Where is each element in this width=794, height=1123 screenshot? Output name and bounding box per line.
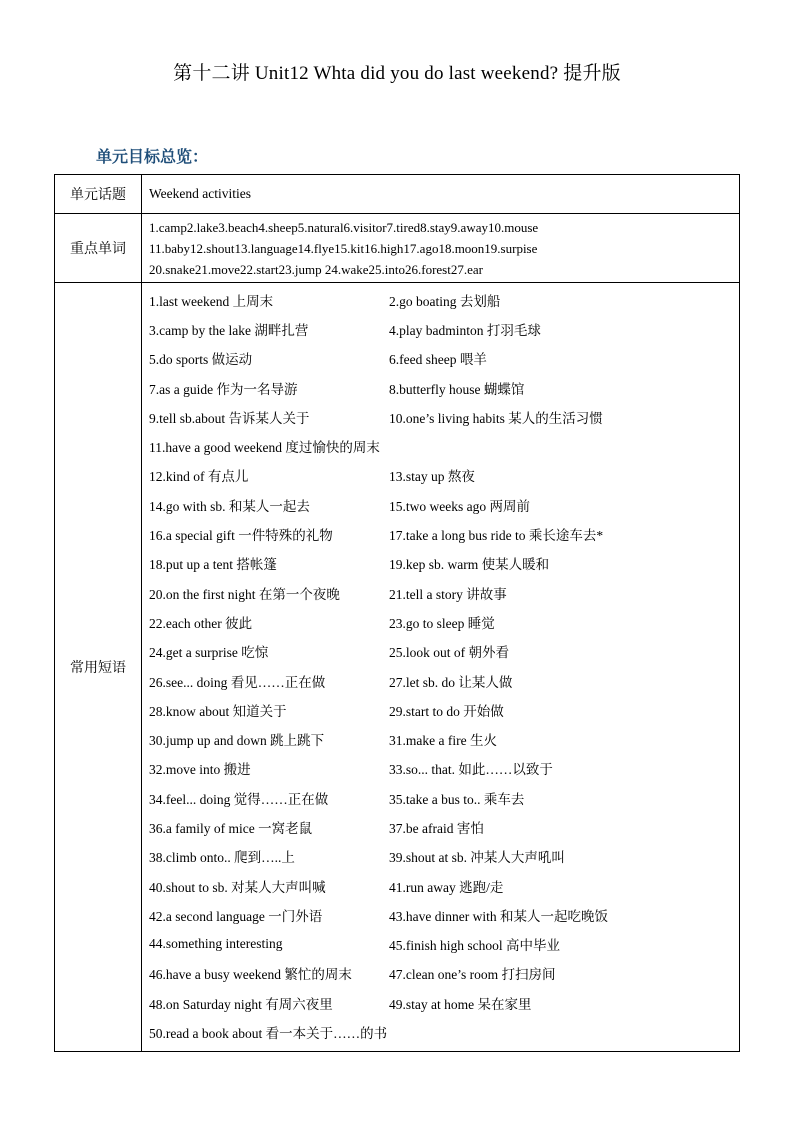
word-line: 20.snake21.move22.start23.jump 24.wake25.into26.forest27.ear	[149, 261, 483, 277]
phrase-right: 37.be afraid 害怕	[389, 820, 484, 836]
phrase-right: 10.one’s living habits 某人的生活习惯	[389, 410, 603, 426]
phrase-left: 24.get a surprise 吃惊	[149, 645, 269, 661]
phrase-row	[149, 461, 739, 490]
phrase-row	[149, 549, 739, 578]
phrase-right: 17.take a long bus ride to 乘长途车去*	[389, 528, 604, 544]
phrase-left: 28.know about 知道关于	[149, 703, 287, 719]
phrase-row	[149, 490, 739, 519]
phrase-right: 35.take a bus to.. 乘车去	[389, 791, 525, 807]
phrase-left: 22.each other 彼此	[149, 615, 253, 631]
table-row-words	[55, 214, 740, 283]
phrase-right: 33.so... that. 如此……以致于	[389, 762, 553, 778]
phrase-row	[149, 402, 739, 431]
phrase-right: 13.stay up 熬夜	[389, 469, 475, 485]
phrase-right: 15.two weeks ago 两周前	[389, 498, 530, 514]
phrase-left: 40.shout to sb. 对某人大声叫喊	[149, 879, 326, 895]
unit-overview-table	[54, 174, 740, 1052]
phrase-left: 20.on the first night 在第一个夜晚	[149, 586, 340, 602]
table-row-topic	[55, 175, 740, 214]
phrase-right: 21.tell a story 讲故事	[389, 586, 507, 602]
phrase-left: 7.as a guide 作为一名导游	[149, 381, 298, 397]
phrase-right: 19.kep sb. warm 使某人暖和	[389, 557, 550, 573]
phrase-right: 25.look out of 朝外看	[389, 645, 509, 661]
phrase-list	[149, 283, 739, 1051]
phrase-left: 3.camp by the lake 湖畔扎营	[149, 322, 309, 338]
phrase-left: 42.a second language 一门外语	[149, 908, 323, 924]
phrase-left: 9.tell sb.about 告诉某人关于	[149, 410, 310, 426]
phrase-row	[149, 812, 739, 841]
phrase-right: 47.clean one’s room 打扫房间	[389, 967, 556, 983]
phrase-left: 32.move into 搬进	[149, 762, 251, 778]
table-row-phrases	[55, 283, 740, 1052]
phrase-left: 5.do sports 做运动	[149, 352, 253, 368]
section-heading: 单元目标总览：	[96, 147, 209, 166]
phrase-right: 41.run away 逃跑/走	[389, 879, 504, 895]
row-label-topic: 单元话题	[55, 175, 142, 214]
phrase-left: 48.on Saturday night 有周六夜里	[149, 996, 333, 1012]
phrase-row	[149, 930, 739, 959]
phrase-left: 36.a family of mice 一窝老鼠	[149, 820, 313, 836]
phrase-right: 31.make a fire 生火	[389, 733, 497, 749]
phrase-row	[149, 754, 739, 783]
phrase-right: 2.go boating 去划船	[389, 293, 501, 309]
phrase-right: 39.shout at sb. 冲某人大声吼叫	[389, 850, 565, 866]
phrase-right: 27.let sb. do 让某人做	[389, 674, 513, 690]
word-line: 1.camp2.lake3.beach4.sheep5.natural6.visitor7.tired8.stay9.away10.mouse	[149, 219, 539, 235]
phrase-left: 1.last weekend 上周末	[149, 293, 274, 309]
phrase-row	[149, 578, 739, 607]
phrase-left: 50.read a book about 看一本关于……的书	[149, 1026, 388, 1042]
phrase-row	[149, 695, 739, 724]
phrase-left: 34.feel... doing 觉得……正在做	[149, 791, 329, 807]
phrase-left: 14.go with sb. 和某人一起去	[149, 498, 310, 514]
phrase-row	[149, 344, 739, 373]
key-words-cell	[142, 214, 740, 283]
topic-value: Weekend activities	[142, 175, 740, 214]
phrase-left: 26.see... doing 看见……正在做	[149, 674, 326, 690]
page-title: 第十二讲 Unit12 Whta did you do last weekend? 提升版	[173, 63, 621, 84]
phrase-row	[149, 285, 739, 314]
row-label-phrases: 常用短语	[55, 283, 142, 1052]
phrase-right: 8.butterfly house 蝴蝶馆	[389, 381, 525, 397]
phrase-row	[149, 314, 739, 343]
phrase-right: 6.feed sheep 喂羊	[389, 352, 487, 368]
phrase-row	[149, 431, 739, 460]
phrase-left: 11.have a good weekend 度过愉快的周末	[149, 440, 380, 456]
phrase-right: 23.go to sleep 睡觉	[389, 615, 495, 631]
phrase-left: 18.put up a tent 搭帐篷	[149, 557, 277, 573]
row-label-words: 重点单词	[55, 214, 142, 283]
phrase-row	[149, 783, 739, 812]
phrase-row	[149, 842, 739, 871]
phrase-right: 49.stay at home 呆在家里	[389, 996, 532, 1012]
phrase-row	[149, 637, 739, 666]
phrase-left: 46.have a busy weekend 繁忙的周末	[149, 967, 352, 983]
phrase-row	[149, 724, 739, 753]
phrase-right: 29.start to do 开始做	[389, 703, 504, 719]
phrase-row	[149, 373, 739, 402]
phrase-left: 44.something interesting	[149, 936, 283, 952]
phrase-left: 16.a special gift 一件特殊的礼物	[149, 528, 333, 544]
phrase-left: 12.kind of 有点儿	[149, 469, 249, 485]
phrase-row	[149, 871, 739, 900]
phrase-row	[149, 607, 739, 636]
word-line: 11.baby12.shout13.language14.flye15.kit16.high17.ago18.moon19.surpise	[149, 240, 538, 256]
phrase-row	[149, 666, 739, 695]
phrase-row	[149, 959, 739, 988]
phrase-left: 38.climb onto.. 爬到…..上	[149, 850, 295, 866]
phrase-row	[149, 519, 739, 548]
phrase-right: 43.have dinner with 和某人一起吃晚饭	[389, 908, 608, 924]
phrase-row	[149, 1017, 739, 1046]
phrase-left: 30.jump up and down 跳上跳下	[149, 733, 325, 749]
phrase-right: 4.play badminton 打羽毛球	[389, 322, 541, 338]
phrase-row	[149, 988, 739, 1017]
phrase-row	[149, 900, 739, 929]
phrase-right: 45.finish high school 高中毕业	[389, 938, 560, 954]
phrases-cell	[142, 283, 740, 1052]
